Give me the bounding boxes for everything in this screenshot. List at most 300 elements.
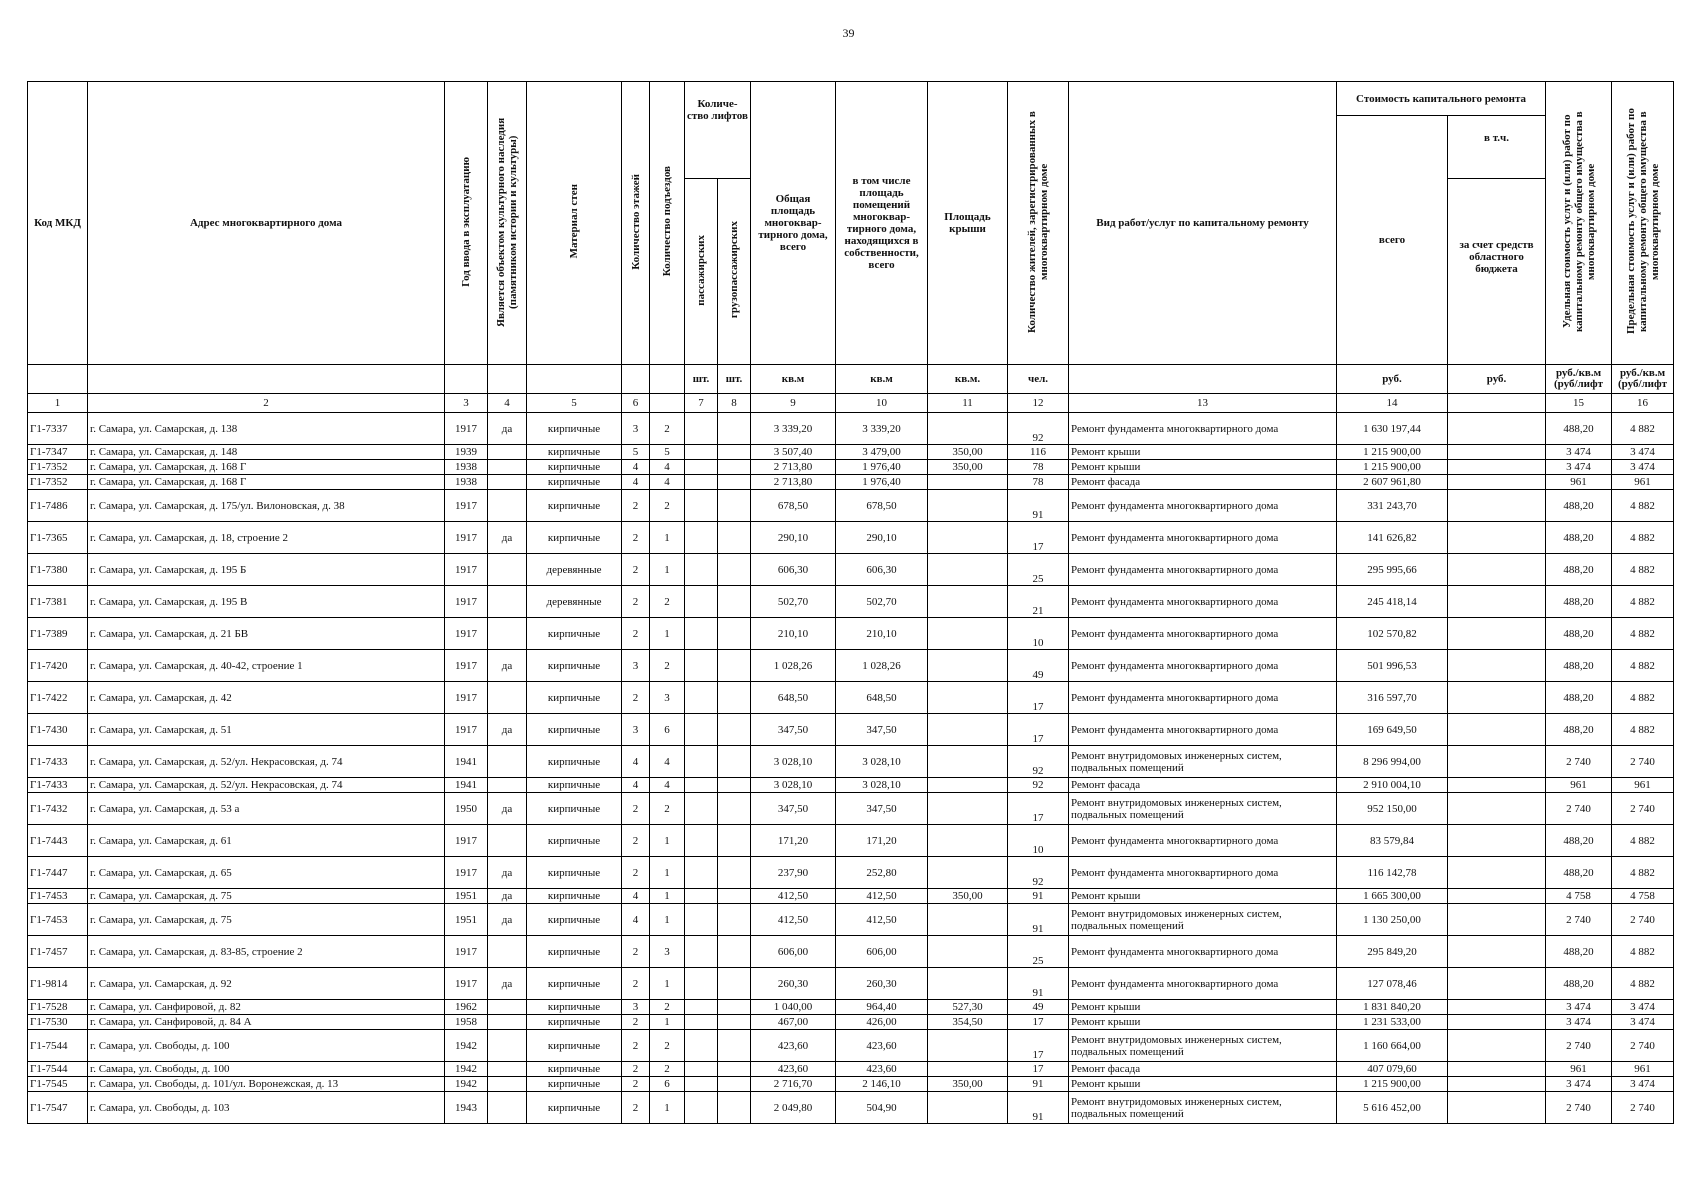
table-cell: г. Самара, ул. Самарская, д. 138	[88, 413, 445, 445]
page-number: 39	[842, 26, 855, 40]
column-number: 9	[751, 394, 836, 413]
table-cell: Ремонт крыши	[1069, 889, 1337, 904]
table-cell	[1448, 413, 1546, 445]
table-cell: Ремонт крыши	[1069, 1000, 1337, 1015]
table-cell: 412,50	[836, 904, 928, 936]
table-cell: 1	[650, 522, 685, 554]
table-cell: 678,50	[836, 490, 928, 522]
table-cell: г. Самара, ул. Самарская, д. 195 В	[88, 586, 445, 618]
table-cell: 78	[1008, 475, 1069, 490]
column-number: 1	[28, 394, 88, 413]
table-row	[28, 475, 1674, 490]
header-year: Год ввода в эксплуатацию	[445, 82, 488, 365]
table-cell: 1917	[445, 936, 488, 968]
table-cell: 1 231 533,00	[1337, 1015, 1448, 1030]
table-cell: 2 146,10	[836, 1077, 928, 1092]
table-cell: 1 215 900,00	[1337, 460, 1448, 475]
table-cell	[488, 1077, 527, 1092]
header-cost-total: всего	[1337, 116, 1448, 365]
table-cell: Ремонт фундамента многоквартирного дома	[1069, 413, 1337, 445]
table-cell	[1448, 475, 1546, 490]
table-cell: 4 882	[1612, 825, 1674, 857]
table-cell: г. Самара, ул. Самарская, д. 168 Г	[88, 460, 445, 475]
table-row	[28, 904, 1674, 936]
table-cell: г. Самара, ул. Самарская, д. 52/ул. Некрасовская, д. 74	[88, 778, 445, 793]
table-cell: Ремонт фасада	[1069, 778, 1337, 793]
table-row	[28, 968, 1674, 1000]
table-cell	[718, 475, 751, 490]
table-cell: 5	[650, 445, 685, 460]
table-cell	[685, 968, 718, 1000]
table-cell	[718, 460, 751, 475]
column-number: 6	[622, 394, 650, 413]
table-cell: 423,60	[751, 1062, 836, 1077]
table-cell: 2 740	[1612, 793, 1674, 825]
table-cell: кирпичные	[527, 413, 622, 445]
table-cell: Г1-7547	[28, 1092, 88, 1124]
header-cost-regional: за счет средств областного бюджета	[1448, 179, 1546, 365]
table-cell: 2	[622, 522, 650, 554]
table-cell: 1962	[445, 1000, 488, 1015]
table-cell	[685, 1030, 718, 1062]
table-cell: 2 740	[1612, 1092, 1674, 1124]
table-row	[28, 778, 1674, 793]
table-cell	[685, 793, 718, 825]
table-cell: 6	[650, 1077, 685, 1092]
table-cell	[928, 968, 1008, 1000]
table-cell: Ремонт фундамента многоквартирного дома	[1069, 650, 1337, 682]
table-cell	[488, 936, 527, 968]
column-number: 15	[1546, 394, 1612, 413]
table-cell: 4 882	[1612, 554, 1674, 586]
table-cell: Г1-7433	[28, 778, 88, 793]
table-cell	[928, 650, 1008, 682]
table-cell	[718, 857, 751, 889]
table-cell: 412,50	[836, 889, 928, 904]
table-cell: да	[488, 650, 527, 682]
header-cost-incl: в т.ч.	[1448, 116, 1546, 179]
table-row	[28, 522, 1674, 554]
table-cell: 3 474	[1546, 1000, 1612, 1015]
table-cell: 2 049,80	[751, 1092, 836, 1124]
table-cell: 3	[622, 650, 650, 682]
table-cell	[1448, 904, 1546, 936]
table-cell: 17	[1008, 522, 1069, 554]
table-cell: 423,60	[836, 1062, 928, 1077]
column-number	[650, 394, 685, 413]
table-cell: кирпичные	[527, 445, 622, 460]
table-cell: 2	[622, 825, 650, 857]
header-lifts-pass: пассажирских	[685, 179, 718, 365]
table-cell: 210,10	[836, 618, 928, 650]
table-cell: 1917	[445, 825, 488, 857]
table-cell: 169 649,50	[1337, 714, 1448, 746]
table-row	[28, 490, 1674, 522]
table-cell: 3 474	[1612, 460, 1674, 475]
table-cell	[718, 522, 751, 554]
table-cell: 501 996,53	[1337, 650, 1448, 682]
table-cell: г. Самара, ул. Свободы, д. 100	[88, 1030, 445, 1062]
table-cell: Г1-7528	[28, 1000, 88, 1015]
table-cell: 1 665 300,00	[1337, 889, 1448, 904]
table-cell: г. Самара, ул. Самарская, д. 21 БВ	[88, 618, 445, 650]
table-cell: 2	[622, 1015, 650, 1030]
table-cell: 1 831 840,20	[1337, 1000, 1448, 1015]
header-address: Адрес многоквартирного дома	[88, 82, 445, 365]
table-cell: 1	[650, 857, 685, 889]
table-cell: 83 579,84	[1337, 825, 1448, 857]
table-cell	[488, 1000, 527, 1015]
table-cell: да	[488, 793, 527, 825]
table-cell	[488, 1030, 527, 1062]
table-cell: г. Самара, ул. Самарская, д. 75	[88, 904, 445, 936]
table-cell	[685, 554, 718, 586]
table-cell	[488, 1062, 527, 1077]
table-cell: 606,00	[751, 936, 836, 968]
table-cell: кирпичные	[527, 793, 622, 825]
table-cell: 502,70	[751, 586, 836, 618]
table-cell: 91	[1008, 1077, 1069, 1092]
table-cell: кирпичные	[527, 650, 622, 682]
table-cell: 3 479,00	[836, 445, 928, 460]
table-cell: г. Самара, ул. Самарская, д. 65	[88, 857, 445, 889]
table-cell: г. Самара, ул. Самарская, д. 53 а	[88, 793, 445, 825]
table-cell: 488,20	[1546, 490, 1612, 522]
table-cell: Ремонт фасада	[1069, 1062, 1337, 1077]
table-cell: Ремонт фундамента многоквартирного дома	[1069, 618, 1337, 650]
table-cell: 488,20	[1546, 522, 1612, 554]
table-row	[28, 1000, 1674, 1015]
column-numbers-row	[28, 394, 1674, 413]
table-cell: г. Самара, ул. Свободы, д. 101/ул. Воронежская, д. 13	[88, 1077, 445, 1092]
table-cell: кирпичные	[527, 1062, 622, 1077]
table-cell: 1 630 197,44	[1337, 413, 1448, 445]
table-cell	[928, 778, 1008, 793]
table-cell: 467,00	[751, 1015, 836, 1030]
table-cell: 961	[1546, 778, 1612, 793]
table-cell: 423,60	[751, 1030, 836, 1062]
table-cell: 8 296 994,00	[1337, 746, 1448, 778]
table-cell: 2 740	[1546, 1030, 1612, 1062]
table-cell: 2	[650, 413, 685, 445]
table-cell: Г1-7443	[28, 825, 88, 857]
table-cell	[928, 490, 1008, 522]
table-cell: Ремонт фундамента многоквартирного дома	[1069, 825, 1337, 857]
table-cell: 606,30	[836, 554, 928, 586]
table-cell: да	[488, 889, 527, 904]
table-cell: 2 740	[1612, 1030, 1674, 1062]
table-cell: 4 882	[1612, 522, 1674, 554]
table-cell	[718, 1000, 751, 1015]
table-cell: 2 740	[1612, 904, 1674, 936]
table-cell: кирпичные	[527, 618, 622, 650]
table-cell	[928, 618, 1008, 650]
header-floors: Количество этажей	[622, 82, 650, 365]
table-cell: 412,50	[751, 889, 836, 904]
table-cell	[928, 746, 1008, 778]
table-cell: кирпичные	[527, 1030, 622, 1062]
table-cell: Г1-7381	[28, 586, 88, 618]
table-cell: 17	[1008, 714, 1069, 746]
table-cell: 354,50	[928, 1015, 1008, 1030]
table-cell: Ремонт фундамента многоквартирного дома	[1069, 554, 1337, 586]
table-cell: 2 713,80	[751, 460, 836, 475]
table-cell: 4	[650, 475, 685, 490]
table-cell: кирпичные	[527, 682, 622, 714]
table-cell: 2 740	[1546, 746, 1612, 778]
table-cell: Г1-7453	[28, 889, 88, 904]
table-cell: 1943	[445, 1092, 488, 1124]
table-cell	[718, 825, 751, 857]
table-cell: 4 882	[1612, 650, 1674, 682]
unit-rub: руб.	[1337, 365, 1448, 394]
table-cell: 1 215 900,00	[1337, 445, 1448, 460]
table-cell: 17	[1008, 1015, 1069, 1030]
table-cell: Ремонт крыши	[1069, 1015, 1337, 1030]
table-cell: 102 570,82	[1337, 618, 1448, 650]
table-cell: Г1-9814	[28, 968, 88, 1000]
header-unit-cost: Удельная стоимость услуг и (или) работ по капитальному ремонту общего имущества в многоквартирном доме	[1546, 82, 1612, 365]
table-cell	[718, 968, 751, 1000]
column-number: 5	[527, 394, 622, 413]
header-lifts: Количе-ство лифтов	[685, 82, 751, 179]
table-cell: Г1-7347	[28, 445, 88, 460]
table-cell	[685, 1062, 718, 1077]
table-cell: 17	[1008, 1062, 1069, 1077]
table-cell: 116 142,78	[1337, 857, 1448, 889]
table-cell: 4 882	[1612, 490, 1674, 522]
table-cell	[685, 936, 718, 968]
table-cell	[718, 1062, 751, 1077]
table-cell: г. Самара, ул. Санфировой, д. 82	[88, 1000, 445, 1015]
table-cell: 2	[622, 682, 650, 714]
header-cost: Стоимость капитального ремонта	[1337, 82, 1546, 116]
table-cell: Ремонт фундамента многоквартирного дома	[1069, 586, 1337, 618]
table-cell: 1938	[445, 475, 488, 490]
table-cell: Г1-7352	[28, 475, 88, 490]
table-cell: 2	[650, 1030, 685, 1062]
table-row	[28, 1062, 1674, 1077]
table-cell: Г1-7545	[28, 1077, 88, 1092]
table-cell: 1	[650, 618, 685, 650]
table-cell: 1 028,26	[836, 650, 928, 682]
table-cell: 2	[622, 1092, 650, 1124]
table-cell: 1 976,40	[836, 460, 928, 475]
table-cell: 504,90	[836, 1092, 928, 1124]
table-cell: 290,10	[751, 522, 836, 554]
column-number: 3	[445, 394, 488, 413]
table-row	[28, 746, 1674, 778]
column-number: 16	[1612, 394, 1674, 413]
table-cell: Ремонт внутридомовых инженерных систем, подвальных помещений	[1069, 1092, 1337, 1124]
table-cell: 407 079,60	[1337, 1062, 1448, 1077]
table-cell: 92	[1008, 413, 1069, 445]
table-cell: Ремонт фундамента многоквартирного дома	[1069, 936, 1337, 968]
table-cell	[488, 475, 527, 490]
unit-rub: руб.	[1448, 365, 1546, 394]
table-cell	[488, 682, 527, 714]
table-cell: 3 028,10	[751, 778, 836, 793]
table-cell: 3	[650, 682, 685, 714]
table-cell	[1448, 1092, 1546, 1124]
table-cell	[1448, 714, 1546, 746]
table-cell: Ремонт фундамента многоквартирного дома	[1069, 714, 1337, 746]
table-row	[28, 714, 1674, 746]
table-cell: 961	[1546, 1062, 1612, 1077]
table-cell: 2	[622, 586, 650, 618]
table-cell: 2 607 961,80	[1337, 475, 1448, 490]
table-cell: 2	[622, 618, 650, 650]
table-cell	[718, 490, 751, 522]
table-cell: кирпичные	[527, 904, 622, 936]
table-cell: 1941	[445, 746, 488, 778]
header-entrances: Количество подъездов	[650, 82, 685, 365]
table-cell: 316 597,70	[1337, 682, 1448, 714]
table-cell: Ремонт внутридомовых инженерных систем, подвальных помещений	[1069, 904, 1337, 936]
table-cell: 488,20	[1546, 650, 1612, 682]
table-cell: Г1-7447	[28, 857, 88, 889]
table-cell: Ремонт фундамента многоквартирного дома	[1069, 490, 1337, 522]
table-cell	[718, 413, 751, 445]
table-cell: 3 028,10	[836, 778, 928, 793]
table-cell	[718, 682, 751, 714]
table-cell	[488, 460, 527, 475]
table-cell: 252,80	[836, 857, 928, 889]
table-cell	[928, 1092, 1008, 1124]
table-cell	[685, 857, 718, 889]
table-cell: 21	[1008, 586, 1069, 618]
table-cell: 1958	[445, 1015, 488, 1030]
table-cell	[685, 413, 718, 445]
table-cell: 3	[622, 1000, 650, 1015]
table-cell: 350,00	[928, 1077, 1008, 1092]
table-cell: 116	[1008, 445, 1069, 460]
table-cell	[488, 618, 527, 650]
table-cell: да	[488, 904, 527, 936]
table-cell: 1951	[445, 889, 488, 904]
table-cell: 648,50	[751, 682, 836, 714]
table-cell: Г1-7453	[28, 904, 88, 936]
column-number: 4	[488, 394, 527, 413]
unit-rate: руб./кв.м (руб/лифт	[1612, 365, 1674, 394]
table-cell: 2	[650, 793, 685, 825]
table-cell: 606,00	[836, 936, 928, 968]
table-cell: 2	[650, 1062, 685, 1077]
table-cell: 1 040,00	[751, 1000, 836, 1015]
table-cell: кирпичные	[527, 522, 622, 554]
table-cell: 1942	[445, 1030, 488, 1062]
table-cell	[718, 1030, 751, 1062]
table-cell: 260,30	[751, 968, 836, 1000]
table-cell: Ремонт фундамента многоквартирного дома	[1069, 857, 1337, 889]
table-cell	[1448, 1015, 1546, 1030]
table-cell	[685, 460, 718, 475]
table-cell: 3 474	[1612, 1000, 1674, 1015]
table-cell: 91	[1008, 889, 1069, 904]
table-cell: 1917	[445, 857, 488, 889]
table-cell: кирпичные	[527, 1000, 622, 1015]
table-cell: 331 243,70	[1337, 490, 1448, 522]
table-cell: 210,10	[751, 618, 836, 650]
table-cell: 347,50	[836, 793, 928, 825]
table-cell	[1448, 793, 1546, 825]
table-cell	[488, 1092, 527, 1124]
table-cell: 2	[622, 490, 650, 522]
table-cell: 3	[650, 936, 685, 968]
table-cell	[685, 889, 718, 904]
table-cell: 2	[650, 490, 685, 522]
table-cell: Г1-7420	[28, 650, 88, 682]
table-cell: 49	[1008, 1000, 1069, 1015]
table-row	[28, 618, 1674, 650]
table-cell: 1 215 900,00	[1337, 1077, 1448, 1092]
table-cell: 171,20	[836, 825, 928, 857]
table-cell: 10	[1008, 618, 1069, 650]
table-cell	[928, 522, 1008, 554]
table-cell: 245 418,14	[1337, 586, 1448, 618]
table-cell: кирпичные	[527, 460, 622, 475]
table-cell: 488,20	[1546, 936, 1612, 968]
table-cell: Ремонт крыши	[1069, 460, 1337, 475]
table-cell	[928, 936, 1008, 968]
table-cell	[488, 746, 527, 778]
table-cell: 961	[1612, 1062, 1674, 1077]
table-cell	[685, 746, 718, 778]
table-cell: 961	[1612, 778, 1674, 793]
table-cell: г. Самара, ул. Самарская, д. 61	[88, 825, 445, 857]
table-cell	[685, 475, 718, 490]
table-cell: 17	[1008, 682, 1069, 714]
table-cell: 350,00	[928, 889, 1008, 904]
table-cell	[685, 445, 718, 460]
table-cell: Ремонт внутридомовых инженерных систем, подвальных помещений	[1069, 793, 1337, 825]
table-cell: 488,20	[1546, 618, 1612, 650]
table-cell: 3 474	[1546, 460, 1612, 475]
repair-table	[27, 81, 1674, 1124]
table-cell: 4	[650, 746, 685, 778]
table-cell: Ремонт фундамента многоквартирного дома	[1069, 968, 1337, 1000]
table-cell: кирпичные	[527, 936, 622, 968]
table-cell	[685, 618, 718, 650]
table-cell	[1448, 1030, 1546, 1062]
table-cell	[488, 554, 527, 586]
table-cell	[928, 554, 1008, 586]
table-cell: Г1-7457	[28, 936, 88, 968]
table-cell: 2	[622, 857, 650, 889]
table-cell	[928, 1062, 1008, 1077]
table-cell	[928, 793, 1008, 825]
table-cell: 4 758	[1546, 889, 1612, 904]
table-cell: г. Самара, ул. Самарская, д. 52/ул. Некрасовская, д. 74	[88, 746, 445, 778]
table-cell	[1448, 968, 1546, 1000]
table-cell	[488, 825, 527, 857]
table-cell: Ремонт фундамента многоквартирного дома	[1069, 522, 1337, 554]
table-cell: г. Самара, ул. Самарская, д. 40-42, строение 1	[88, 650, 445, 682]
table-cell: 2 716,70	[751, 1077, 836, 1092]
table-cell: г. Самара, ул. Свободы, д. 103	[88, 1092, 445, 1124]
table-cell: 295 995,66	[1337, 554, 1448, 586]
table-cell	[718, 1077, 751, 1092]
table-cell: 2	[622, 1077, 650, 1092]
table-cell	[928, 714, 1008, 746]
table-cell: 91	[1008, 490, 1069, 522]
table-cell	[685, 714, 718, 746]
table-cell	[1448, 746, 1546, 778]
table-cell: 2	[622, 936, 650, 968]
table-cell	[685, 586, 718, 618]
table-cell: 2	[650, 650, 685, 682]
table-cell: 1	[650, 904, 685, 936]
